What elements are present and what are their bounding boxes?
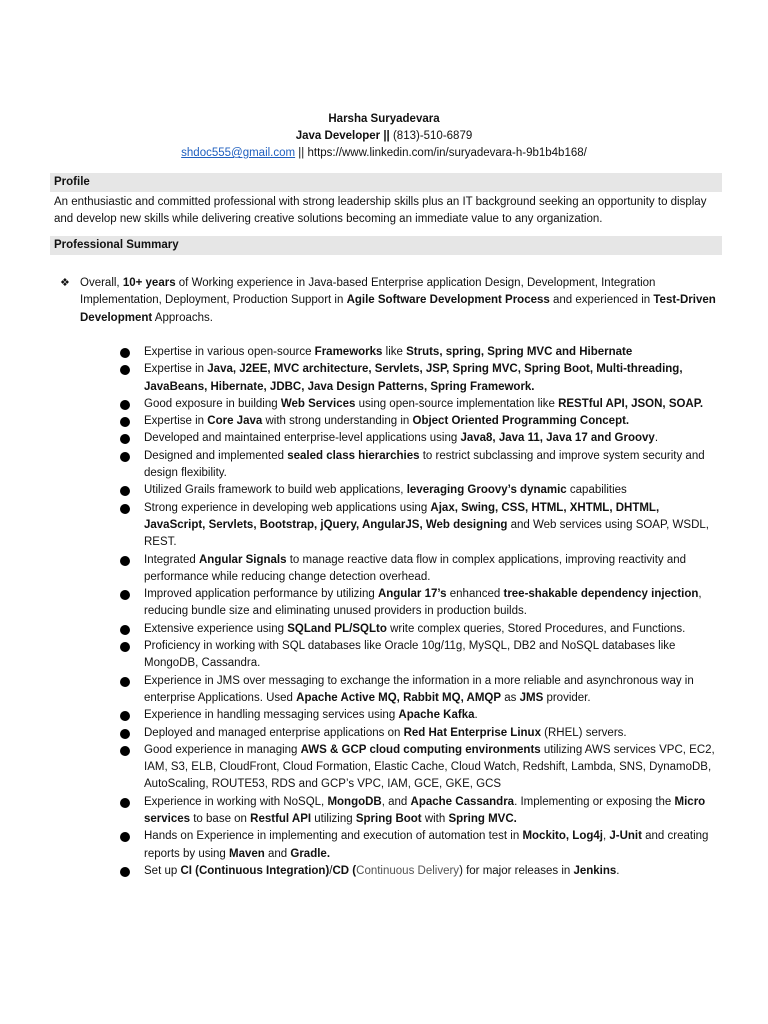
text-run: Deployed and managed enterprise applications on bbox=[144, 726, 404, 739]
text-run: utilizing bbox=[311, 813, 356, 826]
bullet-dot-icon bbox=[120, 400, 130, 410]
bold-text: Core Java bbox=[207, 415, 263, 428]
email-link[interactable]: shdoc555@gmail.com bbox=[181, 147, 296, 159]
bold-text: sealed class hierarchies bbox=[287, 449, 420, 462]
bold-text: Agile Software Development Process bbox=[346, 294, 550, 307]
bullet-dot-icon bbox=[120, 677, 130, 687]
linkedin-url: https://www.linkedin.com/in/suryadevara-h-9b1b4b168/ bbox=[307, 147, 587, 159]
text-run: with bbox=[421, 813, 449, 826]
text-run: Designed and implemented bbox=[144, 449, 288, 462]
bold-text: Apache Cassandra bbox=[410, 795, 515, 808]
text-run: Expertise in various open-source bbox=[144, 346, 315, 358]
bold-text: Spring MVC. bbox=[448, 813, 517, 826]
bullet-dot-icon bbox=[120, 434, 130, 444]
overall-summary-text bbox=[80, 275, 720, 327]
bold-text: Angular Signals bbox=[198, 553, 287, 566]
text-run: and creating reports by using bbox=[144, 830, 709, 860]
summary-bullet-item bbox=[120, 344, 720, 361]
text-run: and Web services using SOAP, WSDL, REST. bbox=[144, 518, 709, 549]
text-run: enhanced bbox=[446, 588, 504, 601]
bold-text: Struts, spring, Spring MVC and Hibernate bbox=[406, 346, 633, 358]
bullet-dot-icon bbox=[120, 642, 130, 652]
summary-bullet-item bbox=[120, 552, 720, 587]
bullet-dot-icon bbox=[120, 556, 130, 566]
bold-text: Apache Active MQ, Rabbit MQ, AMQP bbox=[296, 691, 502, 704]
bullet-dot-icon bbox=[120, 711, 130, 721]
summary-bullet-item bbox=[120, 828, 720, 863]
text-run: . bbox=[474, 709, 478, 722]
summary-bullet-item bbox=[120, 448, 720, 483]
bold-text: tree-shakable dependency injection bbox=[503, 588, 699, 601]
bold-text: Micro services bbox=[144, 795, 706, 826]
text-run: Expertise in bbox=[144, 415, 208, 428]
bullet-dot-icon bbox=[120, 867, 130, 877]
text-run: to restrict subclassing and improve system security and design flexibility. bbox=[144, 449, 705, 480]
bold-text: SQLand PL/SQLto bbox=[287, 622, 387, 635]
summary-bullet-item bbox=[120, 482, 720, 499]
bullet-dot-icon bbox=[120, 486, 130, 496]
text-run: , bbox=[602, 830, 610, 843]
bold-text: Ajax, Swing, CSS, HTML, XHTML, DHTML, JavaScript, Servlets, Bootstrap, jQuery, AngularJS, Web designing bbox=[144, 501, 660, 531]
bold-text: CD ( bbox=[332, 864, 357, 877]
bold-text: Mockito, Log4j bbox=[522, 830, 603, 843]
bold-text: Object Oriented Programming Concept. bbox=[412, 415, 630, 428]
bold-text: 10+ years bbox=[122, 277, 176, 289]
text-run: Proficiency in working with SQL databases like Oracle 10g/11g, MySQL, DB2 and NoSQL databases like MongoDB, Cassandra. bbox=[144, 640, 676, 670]
text-run: to manage reactive data flow in complex applications, improving reactivity and performance while reducing change detection overhead. bbox=[144, 553, 687, 583]
text-run: as bbox=[501, 691, 520, 704]
diamond-bullet-icon: ❖ bbox=[60, 277, 70, 289]
text-run: Good experience in managing bbox=[144, 743, 301, 756]
text-run: Utilized Grails framework to build web applications, bbox=[144, 484, 407, 497]
bold-text: Jenkins bbox=[573, 864, 617, 877]
bold-text: Frameworks bbox=[314, 346, 383, 358]
text-run: with strong understanding in bbox=[262, 415, 413, 428]
summary-bullet-item bbox=[120, 621, 720, 638]
bold-text: AWS & GCP cloud computing environments bbox=[300, 743, 541, 756]
text-run: / bbox=[329, 864, 333, 877]
bullet-dot-icon bbox=[120, 452, 130, 462]
overall-summary bbox=[60, 275, 720, 327]
text-run: Expertise in bbox=[144, 363, 208, 376]
summary-bullet-item bbox=[120, 863, 720, 880]
bold-text: CI (Continuous Integration) bbox=[180, 864, 330, 877]
bold-text: Angular 17’s bbox=[377, 588, 447, 601]
profile-text: An enthusiastic and committed professional with strong leadership skills plus an IT background seeking an opportunity to display and develop new skills while delivering creative solutions becoming an immediate value to any organization. bbox=[54, 196, 707, 225]
text-run: Overall, bbox=[80, 277, 123, 289]
summary-bullet-list bbox=[120, 344, 720, 880]
text-run: provider. bbox=[543, 691, 591, 704]
text-run: , and bbox=[381, 795, 411, 808]
bullet-dot-icon bbox=[120, 832, 130, 842]
text-run: (RHEL) servers. bbox=[540, 726, 627, 739]
summary-bullet-item bbox=[120, 396, 720, 413]
profile-heading: Profile bbox=[50, 173, 722, 192]
bullet-dot-icon bbox=[120, 729, 130, 739]
summary-bullet-item bbox=[120, 742, 720, 794]
text-run: . bbox=[654, 432, 659, 445]
text-run: and experienced in bbox=[549, 294, 654, 307]
text-run: of Working experience in Java-based Enterprise application Design, Development, Integration Implementation, Deployment, Production Support in bbox=[80, 277, 656, 307]
bold-text: Maven bbox=[229, 847, 265, 860]
bold-text: Test-Driven Development bbox=[80, 294, 716, 324]
text-run: Extensive experience using bbox=[144, 622, 288, 635]
text-run: Strong experience in developing web applications using bbox=[144, 501, 431, 514]
bold-text: JMS bbox=[519, 691, 544, 704]
summary-bullet-item bbox=[120, 673, 720, 708]
text-run: , reducing bundle size and eliminating unused providers in production builds. bbox=[144, 588, 702, 618]
bold-text: Apache Kafka bbox=[398, 709, 475, 722]
bold-text: Java8, Java 11, Java 17 and Groovy bbox=[460, 432, 655, 445]
summary-bullet-item bbox=[120, 413, 720, 430]
professional-summary-heading: Professional Summary bbox=[50, 236, 722, 255]
text-run: Continuous Delivery bbox=[356, 864, 460, 877]
summary-bullet-item bbox=[120, 794, 720, 829]
bold-text: Web Services bbox=[280, 397, 356, 410]
bullet-dot-icon bbox=[120, 365, 130, 375]
text-run: and bbox=[264, 847, 291, 860]
text-run: to base on bbox=[190, 813, 251, 826]
text-run: Experience in JMS over messaging to exchange the information in a more reliable and asynchronous way in enterprise Applications. Used bbox=[144, 674, 694, 704]
bullet-dot-icon bbox=[120, 504, 130, 514]
text-run: Improved application performance by utilizing bbox=[144, 588, 378, 601]
bold-text: Red Hat Enterprise Linux bbox=[403, 726, 541, 739]
text-run: Hands on Experience in implementing and execution of automation test in bbox=[144, 830, 523, 843]
phone-number: (813)-510-6879 bbox=[392, 130, 473, 142]
summary-bullet-item bbox=[120, 586, 720, 621]
summary-bullet-item bbox=[120, 638, 720, 673]
bold-text: RESTful API, JSON, SOAP. bbox=[558, 397, 704, 410]
bold-text: Restful API bbox=[250, 813, 312, 826]
job-title: Java Developer bbox=[295, 130, 381, 142]
bullet-dot-icon bbox=[120, 590, 130, 600]
bold-text: Spring Boot bbox=[355, 813, 422, 826]
text-run: Experience in handling messaging services using bbox=[144, 709, 399, 722]
text-run: Integrated bbox=[144, 553, 199, 566]
candidate-name: Harsha Suryadevara bbox=[328, 113, 440, 125]
text-run: capabilities bbox=[566, 484, 627, 497]
title-separator: || bbox=[380, 130, 393, 142]
text-run: ) for major releases in bbox=[459, 864, 574, 877]
bullet-dot-icon bbox=[120, 798, 130, 808]
bold-text: Java, J2EE, MVC architecture, Servlets, JSP, Spring MVC, Spring Boot, Multi-threading, JavaBeans, Hibernate, JDBC, Java Design Patterns, Spring Framework. bbox=[144, 363, 683, 393]
text-run: using open-source implementation like bbox=[355, 397, 559, 410]
text-run: Approachs. bbox=[152, 311, 213, 324]
text-run: write complex queries, Stored Procedures, and Functions. bbox=[386, 622, 686, 635]
text-run: . Implementing or exposing the bbox=[514, 795, 675, 808]
text-run: like bbox=[382, 346, 407, 358]
bullet-dot-icon bbox=[120, 348, 130, 358]
bullet-dot-icon bbox=[120, 417, 130, 427]
bold-text: leveraging Groovy’s dynamic bbox=[406, 484, 567, 497]
summary-bullet-item bbox=[120, 707, 720, 724]
summary-bullet-item bbox=[120, 361, 720, 396]
bold-text: Gradle. bbox=[290, 847, 331, 860]
bold-text: MongoDB bbox=[327, 795, 382, 808]
text-run: Developed and maintained enterprise-level applications using bbox=[144, 432, 461, 445]
text-run: Good exposure in building bbox=[144, 397, 281, 410]
summary-bullet-item bbox=[120, 430, 720, 447]
summary-bullet-item bbox=[120, 500, 720, 552]
text-run: . bbox=[616, 864, 620, 877]
text-run: Set up bbox=[144, 864, 181, 877]
resume-header bbox=[0, 111, 768, 162]
bullet-dot-icon bbox=[120, 746, 130, 756]
text-run: Experience in working with NoSQL, bbox=[144, 795, 328, 808]
link-separator: || bbox=[295, 147, 308, 159]
summary-bullet-item bbox=[120, 725, 720, 742]
bold-text: J-Unit bbox=[609, 830, 642, 843]
text-run: utilizing AWS services VPC, EC2, IAM, S3, ELB, CloudFront, Cloud Formation, Elastic Cache, Cloud Watch, Redshift, Lambda, SNS, DynamoDB, AutoScaling, ROUTE53, RDS and GCP’s VPC, IAM, GCE, GKE, GCS bbox=[144, 743, 715, 791]
bullet-dot-icon bbox=[120, 625, 130, 635]
